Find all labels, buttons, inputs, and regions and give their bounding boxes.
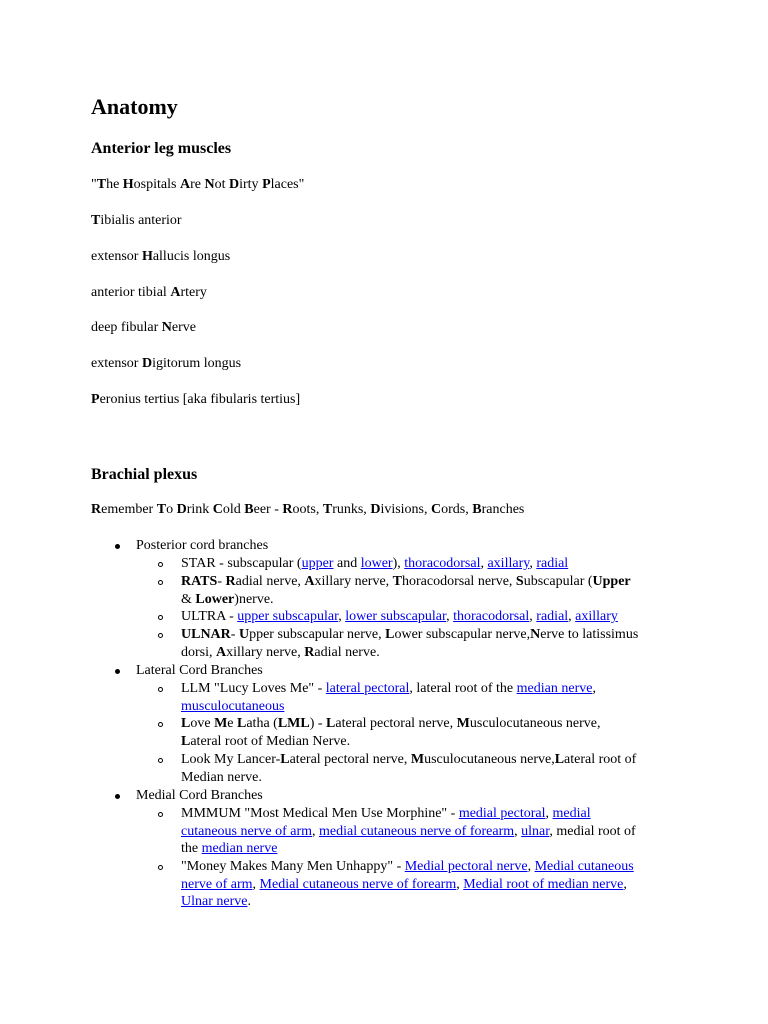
cord-branch-heading: Posterior cord branches (136, 538, 269, 553)
text-run: o (166, 502, 177, 517)
wiki-link[interactable]: upper subscapular (237, 609, 339, 624)
bold-text: M (410, 752, 425, 767)
text-run: , (446, 609, 454, 624)
text-run: , (568, 609, 576, 624)
bold-text: R (304, 644, 315, 660)
text-run: xillary nerve, (226, 644, 305, 660)
wiki-link[interactable]: lower subscapular (345, 609, 447, 624)
text-run: allucis longus (152, 249, 231, 264)
text-run: igitorum longus (152, 356, 242, 371)
sub-list-line (181, 876, 627, 894)
sub-list-line (181, 698, 284, 716)
bold-initial: T (156, 502, 167, 517)
sub-list-line (181, 805, 591, 823)
text-run: pper subscapular nerve, (249, 627, 386, 642)
bold-text: T (392, 574, 403, 589)
bullet-circle-icon (158, 722, 163, 727)
wiki-link[interactable]: ulnar (521, 823, 550, 839)
wiki-link[interactable]: Medial pectoral nerve (404, 859, 528, 874)
wiki-link[interactable]: thoracodorsal (453, 609, 530, 624)
sub-list-line (181, 823, 636, 841)
wiki-link[interactable]: lower (360, 556, 393, 571)
bold-initial: C (431, 502, 442, 517)
text-run: , lateral root of the (409, 681, 517, 696)
wiki-link[interactable]: axillary (575, 609, 618, 624)
bold-initial: H (141, 249, 153, 264)
text-run: extensor (91, 356, 142, 371)
wiki-link[interactable]: median nerve (516, 681, 593, 696)
bold-text: Upper (592, 574, 631, 589)
wiki-link[interactable]: thoracodorsal (404, 556, 481, 571)
text-run: ords, (441, 502, 473, 517)
text-run: ivisions, (380, 502, 432, 517)
text-run: oots, (292, 502, 323, 517)
bold-text: A (216, 644, 227, 660)
bold-initial: R (91, 502, 102, 517)
text-run: ), (392, 556, 405, 571)
text-run: emember (101, 502, 157, 517)
wiki-link[interactable]: cutaneous nerve of arm (181, 823, 312, 839)
text-run: "Money Makes Many Men Unhappy" - (181, 859, 405, 874)
text-run: ove (190, 716, 215, 731)
sub-list-line (181, 591, 274, 609)
page-title: Anatomy (91, 94, 178, 119)
sub-list-line (181, 858, 634, 876)
bullet-circle-icon (158, 758, 163, 763)
text-run: , (529, 556, 537, 571)
bold-text: S (515, 574, 524, 589)
list-item (91, 391, 300, 409)
text-run: . (247, 894, 251, 910)
bold-text: U (238, 627, 250, 642)
text-run: ULTRA - (181, 609, 238, 624)
bullet-disc-icon (115, 669, 120, 674)
text-run: LLM "Lucy Loves Me" - (181, 681, 326, 696)
sub-list-line (181, 626, 638, 644)
section-heading-anterior-leg: Anterior leg muscles (91, 140, 232, 157)
bold-text: N (530, 627, 541, 642)
sub-list-line (181, 893, 251, 911)
text-run: and (333, 556, 361, 571)
bold-text: M (214, 716, 228, 731)
text-run: , (338, 609, 346, 624)
text-run: laces" (270, 177, 305, 192)
text-run: ateral root of (564, 752, 637, 767)
text-run: eer - (253, 502, 283, 517)
wiki-link[interactable]: radial (536, 609, 569, 624)
list-item (91, 212, 182, 230)
sub-list-line (181, 751, 636, 769)
bullet-circle-icon (158, 562, 163, 567)
sub-list-line (181, 769, 262, 787)
list-item (91, 248, 230, 266)
text-run: , (312, 823, 319, 839)
bold-initial: B (472, 502, 482, 517)
brachial-plexus-mnemonic (91, 501, 524, 519)
text-run: ateral root of Median Nerve. (190, 733, 351, 749)
text-run: re (190, 177, 205, 192)
text-run: usculocutaneous nerve, (469, 716, 601, 731)
bold-text: ULNAR (181, 627, 231, 642)
bold-text: L (280, 752, 290, 767)
text-run: atha ( (246, 716, 278, 731)
bold-text: R (225, 574, 236, 589)
text-run: usculocutaneous nerve, (424, 752, 555, 767)
bullet-circle-icon (158, 580, 163, 585)
text-run: - (217, 574, 226, 589)
bold-initial: D (176, 502, 187, 517)
text-run: Look My Lancer- (181, 752, 281, 767)
text-run: the (181, 841, 202, 857)
wiki-link[interactable]: medial pectoral (458, 806, 546, 821)
section-heading-brachial-plexus: Brachial plexus (91, 466, 198, 483)
bold-text: L (181, 733, 191, 749)
text-run: erve to latissimus (540, 627, 639, 642)
wiki-link[interactable]: musculocutaneous (181, 698, 285, 714)
sub-list-line (181, 733, 350, 751)
text-run: deep fibular (91, 320, 162, 335)
wiki-link[interactable]: Medial cutaneous nerve of forearm (259, 876, 457, 892)
wiki-link[interactable]: radial (536, 556, 569, 571)
text-run: rink (186, 502, 213, 517)
bold-text: M (456, 716, 470, 731)
bold-initial: A (170, 285, 181, 300)
text-run: & (181, 591, 196, 607)
list-item (91, 319, 196, 337)
bullet-circle-icon (158, 687, 163, 692)
bold-initial: T (91, 213, 101, 228)
bold-initial: P (262, 177, 271, 192)
text-run: )nerve. (234, 591, 274, 607)
wiki-link[interactable]: axillary (487, 556, 530, 571)
bold-text: RATS (181, 574, 218, 589)
text-run: erve (171, 320, 196, 335)
bullet-circle-icon (158, 615, 163, 620)
sub-list-line (181, 644, 380, 662)
bold-text: L (181, 716, 191, 731)
anterior-leg-mnemonic (91, 176, 304, 194)
bold-initial: T (322, 502, 333, 517)
bold-initial: D (228, 177, 240, 192)
bold-initial: P (91, 392, 100, 407)
bold-initial: B (244, 502, 254, 517)
bullet-circle-icon (158, 812, 163, 817)
text-run: , medial root of (549, 823, 636, 839)
text-run: ospitals (133, 177, 180, 192)
text-run: e (227, 716, 237, 731)
text-run: dorsi, (181, 644, 216, 660)
cord-branch-heading: Medial Cord Branches (136, 788, 263, 803)
text-run: , (456, 876, 464, 892)
text-run: , (545, 806, 553, 821)
bullet-disc-icon (115, 544, 120, 549)
text-run: xillary nerve, (314, 574, 393, 589)
wiki-link[interactable]: Ulnar nerve (181, 894, 248, 910)
wiki-link[interactable]: Medial root of median nerve (463, 876, 624, 892)
bold-initial: N (161, 320, 172, 335)
text-run: ) - (309, 716, 327, 731)
text-run: extensor (91, 249, 142, 264)
bold-initial: C (212, 502, 223, 517)
bold-text: L (385, 627, 395, 642)
bold-initial: D (370, 502, 381, 517)
text-run: horacodorsal nerve, (402, 574, 516, 589)
bullet-circle-icon (158, 865, 163, 870)
text-run: , (514, 823, 522, 839)
text-run: adial nerve, (235, 574, 305, 589)
text-run: ower subscapular nerve, (394, 627, 531, 642)
sub-list-line (181, 555, 568, 573)
text-run: MMMUM "Most Medical Men Use Morphine" - (181, 806, 459, 821)
text-run: ateral pectoral nerve, (289, 752, 411, 767)
text-run: anterior tibial (91, 285, 171, 300)
text-run: , (252, 876, 260, 892)
sub-list-line (181, 715, 601, 733)
wiki-link[interactable]: nerve of arm (181, 876, 253, 892)
bold-text: L (237, 716, 247, 731)
text-run: STAR - subscapular ( (181, 556, 302, 571)
wiki-link[interactable]: lateral pectoral (325, 681, 410, 696)
bullet-circle-icon (158, 633, 163, 638)
text-run: eronius tertius [aka fibularis tertius] (99, 392, 301, 407)
text-run: , (592, 681, 596, 696)
wiki-link[interactable]: upper (301, 556, 334, 571)
text-run: , (529, 609, 537, 624)
text-run: Median nerve. (181, 769, 262, 785)
text-run: ateral pectoral nerve, (335, 716, 457, 731)
bold-initial: N (204, 177, 215, 192)
text-run: ot (214, 177, 229, 192)
bold-text: LML (277, 716, 310, 731)
text-run: adial nerve. (314, 644, 380, 660)
bullet-disc-icon (115, 794, 120, 799)
bold-initial: A (179, 177, 191, 192)
wiki-link[interactable]: Medial cutaneous (534, 859, 634, 874)
text-run: , (480, 556, 488, 571)
sub-list-line (181, 573, 631, 591)
text-run: - (230, 627, 239, 642)
wiki-link[interactable]: median nerve (201, 841, 278, 857)
text-run: runks, (332, 502, 371, 517)
text-run: rtery (180, 285, 207, 300)
bold-text: A (304, 574, 315, 589)
bold-initial: R (282, 502, 293, 517)
sub-list-line (181, 680, 596, 698)
bold-initial: T (96, 177, 107, 192)
text-run: ibialis anterior (100, 213, 182, 228)
text-run: ranches (481, 502, 525, 517)
bold-initial: H (122, 177, 134, 192)
text-run: irty (239, 177, 263, 192)
text-run: , (623, 876, 627, 892)
text-run: , (527, 859, 535, 874)
cord-branch-heading: Lateral Cord Branches (136, 663, 263, 678)
wiki-link[interactable]: medial cutaneous nerve of forearm (319, 823, 515, 839)
bold-text: Lower (195, 591, 235, 607)
wiki-link[interactable]: medial (552, 806, 591, 821)
list-item (91, 284, 207, 302)
list-item (91, 355, 241, 373)
bold-text: L (326, 716, 336, 731)
sub-list-line (181, 840, 277, 858)
text-run: " (91, 177, 97, 192)
text-run: old (222, 502, 245, 517)
sub-list-line (181, 608, 618, 626)
bold-initial: D (141, 356, 153, 371)
text-run: he (106, 177, 123, 192)
bold-text: L (554, 752, 565, 767)
text-run: ubscapular ( (523, 574, 593, 589)
